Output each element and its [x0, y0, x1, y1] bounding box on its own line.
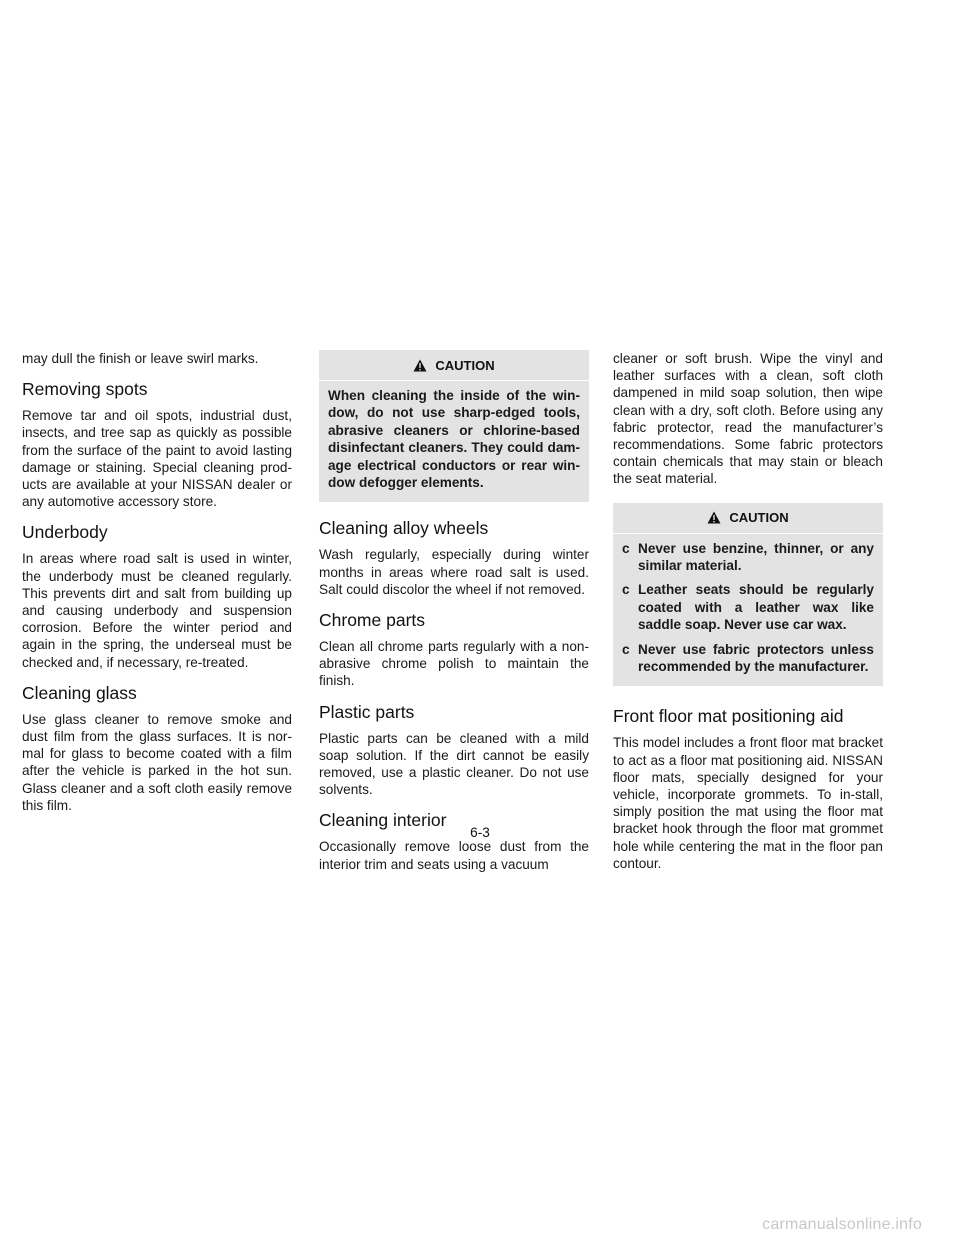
caution-item-text: Never use fabric protectors unless recommended by the manufacturer. [638, 641, 874, 675]
heading-plastic-parts: Plastic parts [319, 701, 415, 722]
caution-title: CAUTION [435, 357, 495, 373]
paragraph-continued: may dull the finish or leave swirl marks. [22, 351, 259, 366]
heading-removing-spots: Removing spots [22, 379, 148, 400]
paragraph-removing-spots: Remove tar and oil spots, industrial dust, insects, and tree sap as quickly as possible from the surface of the paint to avoid lasting damage or staining. Special cleaning prod-ucts are available at your NISSAN dealer or any automotive accessory store. [22, 408, 292, 510]
caution-list [622, 540, 874, 676]
watermark: carmanualsonline.info [762, 1216, 922, 1233]
paragraph-cleaning-interior: Occasionally remove loose dust from the interior trim and seats using a vacuum [319, 839, 589, 872]
caution-item [622, 581, 874, 633]
bullet-marker: c [622, 641, 630, 657]
warning-triangle-icon [707, 511, 721, 524]
caution-item-text: Never use benzine, thinner, or any similar material. [638, 540, 874, 574]
warning-triangle-icon [413, 359, 427, 372]
paragraph-chrome-parts: Clean all chrome parts regularly with a non-abrasive chrome polish to maintain the finish. [319, 639, 589, 689]
paragraph-cleaning-glass: Use glass cleaner to remove smoke and dust film from the glass surfaces. It is nor-mal for glass to become coated with a film after the vehicle is parked in the hot sun. Glass cleaner and a soft cloth easily remove this film. [22, 711, 292, 813]
caution-item [622, 641, 874, 676]
column-left [22, 350, 292, 814]
heading-cleaning-glass: Cleaning glass [22, 682, 137, 703]
paragraph-interior-continued: cleaner or soft brush. Wipe the vinyl and leather surfaces with a clean, soft cloth dampened in mild soap solution, then wipe clean with a dry, soft cloth. Before using any fabric protector, read the manufacturer’s recommendations. Some fabric protectors contain chemicals that may stain or bleach the seat material. [613, 351, 883, 487]
paragraph-floor-mat: This model includes a front floor mat bracket to act as a floor mat positioning aid. NISSAN floor mats, specially designed for your vehicle, incorporate grommets. To in-stall, simply position the mat using the floor mat bracket hook through the floor mat grommet hole while centering the mat in the floor pan contour. [613, 735, 883, 871]
heading-cleaning-alloy-wheels: Cleaning alloy wheels [319, 518, 489, 539]
bullet-marker: c [622, 540, 630, 556]
column-right [613, 350, 883, 872]
caution-item [622, 540, 874, 575]
caution-box-window [319, 350, 589, 502]
heading-underbody: Underbody [22, 522, 108, 543]
caution-header [613, 503, 883, 534]
bullet-marker: c [622, 582, 630, 598]
caution-box-seats [613, 503, 883, 687]
paragraph-alloy-wheels: Wash regularly, especially during winter months in areas where road salt is used. Salt could discolor the wheel if not removed. [319, 547, 589, 597]
caution-item-text: Leather seats should be regularly coated with a leather wax like saddle soap. Never use car wax. [638, 582, 874, 633]
page-number: 6-3 [470, 825, 490, 840]
column-middle [319, 350, 589, 873]
caution-title: CAUTION [729, 510, 789, 526]
caution-header [319, 350, 589, 381]
heading-cleaning-interior: Cleaning interior [319, 810, 447, 831]
caution-text-window: When cleaning the inside of the win-dow, do not use sharp-edged tools, abrasive cleaners or chlorine-based disinfectant cleaners. They could dam-age electrical conductors or rear win-dow defogger elements. [328, 388, 580, 491]
paragraph-plastic-parts: Plastic parts can be cleaned with a mild soap solution. If the dirt cannot be easily removed, use a plastic cleaner. Do not use solvents. [319, 730, 589, 798]
heading-floor-mat: Front floor mat positioning aid [613, 706, 844, 727]
paragraph-underbody: In areas where road salt is used in winter, the underbody must be cleaned regularly. This prevents dirt and salt from building up and causing underbody and suspension corrosion. Before the winter period and again in the spring, the underseal must be checked and, if necessary, re-treated. [22, 551, 292, 670]
heading-chrome-parts: Chrome parts [319, 610, 426, 631]
